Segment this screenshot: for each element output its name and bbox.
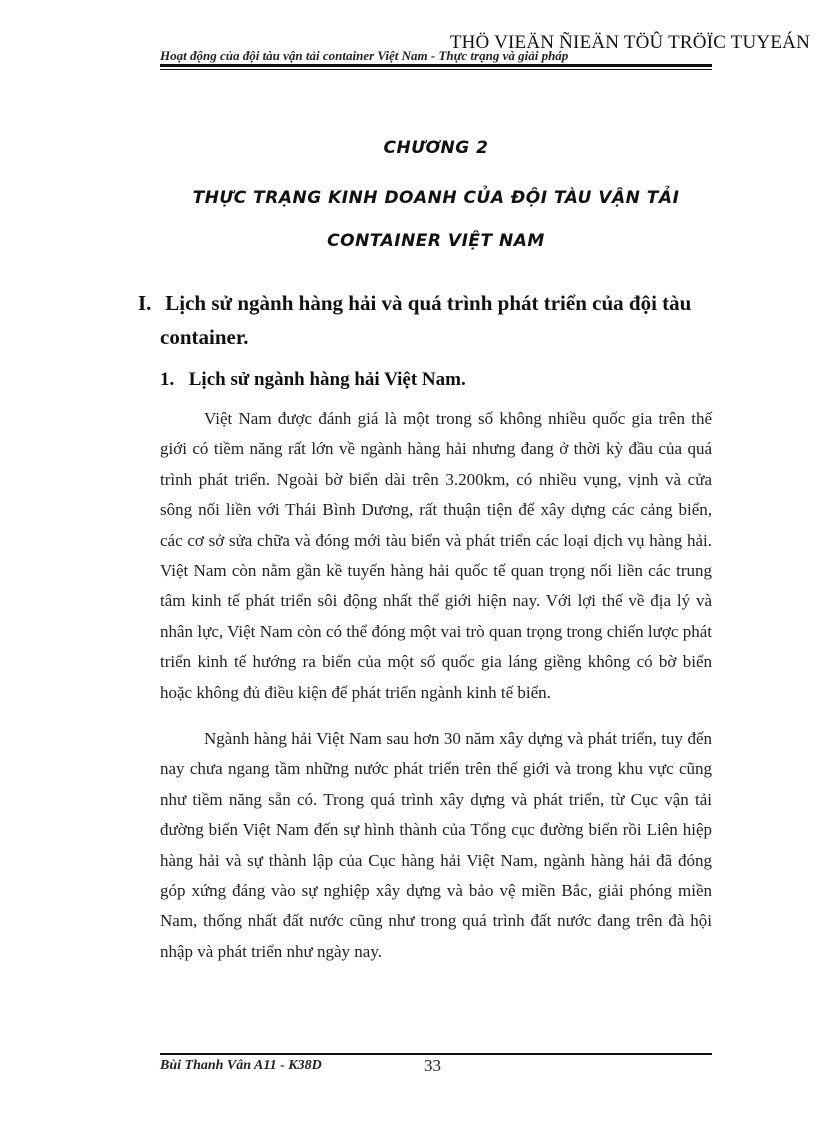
subsection-title: Lịch sử ngành hàng hải Việt Nam. xyxy=(188,369,466,390)
subsection-heading xyxy=(160,369,712,391)
header-rule xyxy=(160,64,712,67)
header-rule-thin xyxy=(160,69,712,70)
section-title-line2: container. xyxy=(160,325,249,349)
chapter-number: CHƯƠNG 2 xyxy=(383,138,489,158)
section-heading xyxy=(138,286,712,354)
watermark-text: THÖ VIEÄN ÑIEÄN TÖÛ TRÖÏC TUYEÁN xyxy=(449,32,810,53)
running-header: Hoạt động của đội tàu vận tải container Việt Nam - Thực trạng và giải pháp xyxy=(160,48,569,63)
footer-author: Bùi Thanh Vân A11 - K38D xyxy=(160,1058,322,1073)
footer-rule xyxy=(160,1053,712,1055)
page-number: 33 xyxy=(424,1056,441,1075)
chapter-title-line2: CONTAINER VIỆT NAM xyxy=(327,231,545,251)
section-title-line1: Lịch sử ngành hàng hải và quá trình phát triển của đội tàu xyxy=(165,291,692,315)
body-paragraph-2: Ngành hàng hải Việt Nam sau hơn 30 năm xây dựng và phát triển, tuy đến nay chưa ngang tầm những nước phát triển trên thế giới và trong khu vực cũng như tiềm năng sẵn có. Trong quá trình xây dựng và phát triển, từ Cục vận tải đường biển Việt Nam đến sự hình thành của Tổng cục đường biển rồi Liên hiệp hàng hải và sự thành lập của Cục hàng hải Việt Nam, ngành hàng hải đã đóng góp xứng đáng vào sự nghiệp xây dựng và bảo vệ miền Bắc, giải phóng miền Nam, thống nhất đất nước cũng như trong quá trình đất nước đang trên đà hội nhập và phát triển như ngày nay. xyxy=(160,729,712,961)
section-number: I. xyxy=(138,291,152,315)
subsection-number: 1. xyxy=(160,369,175,390)
body-paragraph-1: Việt Nam được đánh giá là một trong số không nhiều quốc gia trên thế giới có tiềm năng rất lớn về ngành hàng hải nhưng đang ở thời kỳ đầu của quá trình phát triển. Ngoài bờ biển dài trên 3.200km, có nhiều vụng, vịnh và cửa sông nối liền với Thái Bình Dương, rất thuận tiện để xây dựng các cảng biển, các cơ sở sửa chữa và đóng mới tàu biển và phát triển các loại dịch vụ hàng hải. Việt Nam còn nằm gần kề tuyến hàng hải quốc tế quan trọng nối liền các trung tâm kinh tế phát triển sôi động nhất thế giới hiện nay. Với lợi thế về địa lý và nhân lực, Việt Nam còn có thể đóng một vai trò quan trọng trong chiến lược phát triển kinh tế hướng ra biển của một số quốc gia láng giềng không có bờ biển hoặc không đủ điều kiện để phát triển ngành kinh tế biển. xyxy=(160,409,712,702)
chapter-title-line1: THỰC TRẠNG KINH DOANH CỦA ĐỘI TÀU VẬN TẢI xyxy=(192,188,680,208)
